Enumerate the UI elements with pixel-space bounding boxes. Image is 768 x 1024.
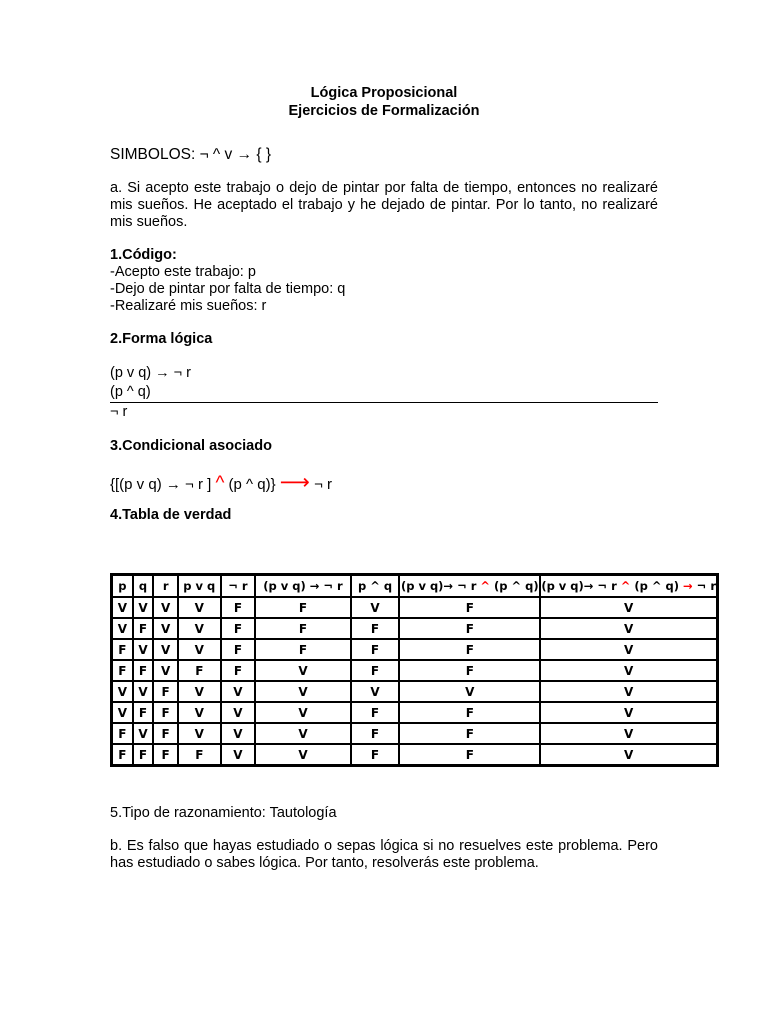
table-cell: F <box>221 597 256 618</box>
table-row <box>112 744 717 765</box>
header-p-and-q: p ^ q <box>351 575 400 597</box>
truth-table-container <box>110 573 719 767</box>
table-cell: F <box>133 744 154 765</box>
table-cell: V <box>178 618 221 639</box>
red-arrow-symbol: ⟶ <box>279 471 310 494</box>
header-r: r <box>153 575 178 597</box>
table-cell: V <box>540 681 717 702</box>
table-cell: V <box>133 681 154 702</box>
header-p: p <box>112 575 133 597</box>
table-cell: F <box>133 660 154 681</box>
table-cell: F <box>351 639 400 660</box>
condicional-heading: 3.Condicional asociado <box>110 438 272 454</box>
table-cell: F <box>153 744 178 765</box>
reasoning-type: 5.Tipo de razonamiento: Tautología <box>110 805 337 821</box>
document-body <box>110 84 658 524</box>
table-cell: V <box>540 702 717 723</box>
table-row <box>112 660 717 681</box>
codigo-line-r: -Realizaré mis sueños: r <box>110 298 267 314</box>
table-cell: F <box>112 744 133 765</box>
table-cell: V <box>540 744 717 765</box>
exercise-b-text: b. Es falso que hayas estudiado o sepas lógica si no resuelves este problema. Pero has estudiado o sabes lógica. Por tanto, resolverás este problema. <box>110 838 658 871</box>
red-and-symbol: ^ <box>215 473 225 494</box>
table-cell: F <box>351 723 400 744</box>
table-cell: F <box>221 618 256 639</box>
table-cell: V <box>178 597 221 618</box>
table-cell: V <box>351 597 400 618</box>
table-row <box>112 597 717 618</box>
conditional-part-3: ¬ r <box>314 476 332 493</box>
table-cell: F <box>399 660 540 681</box>
table-cell: V <box>178 702 221 723</box>
table-cell: V <box>540 618 717 639</box>
table-cell: V <box>255 660 351 681</box>
conclusion: ¬ r <box>110 404 128 420</box>
table-cell: V <box>133 723 154 744</box>
table-cell: F <box>255 639 351 660</box>
table-cell: F <box>112 660 133 681</box>
table-cell: F <box>255 618 351 639</box>
table-cell: V <box>153 618 178 639</box>
header-full-conditional: (p v q)→ ¬ r ^ (p ^ q) → ¬ r <box>540 575 717 597</box>
table-cell: F <box>112 723 133 744</box>
table-cell: F <box>153 681 178 702</box>
table-cell: V <box>540 723 717 744</box>
table-cell: V <box>153 597 178 618</box>
header-implication: (p v q) → ¬ r <box>255 575 351 597</box>
table-cell: F <box>399 744 540 765</box>
table-cell: V <box>399 681 540 702</box>
title-line-2: Ejercicios de Formalización <box>288 103 480 119</box>
symbols-line: SIMBOLOS: ¬ ^ v → { } <box>110 146 272 163</box>
tabla-heading: 4.Tabla de verdad <box>110 507 232 523</box>
table-cell: F <box>133 702 154 723</box>
conditional-part-2: (p ^ q)} <box>228 476 276 493</box>
table-cell: V <box>540 597 717 618</box>
truth-table <box>110 573 719 767</box>
table-cell: F <box>255 597 351 618</box>
table-row <box>112 639 717 660</box>
table-cell: V <box>221 744 256 765</box>
table-cell: F <box>351 702 400 723</box>
codigo-line-q: -Dejo de pintar por falta de tiempo: q <box>110 281 346 297</box>
table-cell: F <box>221 639 256 660</box>
table-cell: V <box>255 744 351 765</box>
table-cell: F <box>351 618 400 639</box>
exercise-a-text: a. Si acepto este trabajo o dejo de pintar por falta de tiempo, entonces no realizaré mis sueños. He aceptado el trabajo y he dejado de pintar. Por lo tanto, no realizaré mis sueños. <box>110 180 658 230</box>
table-cell: F <box>133 618 154 639</box>
table-cell: F <box>221 660 256 681</box>
table-cell: F <box>399 723 540 744</box>
conditional-formula <box>110 471 658 497</box>
header-q: q <box>133 575 154 597</box>
table-row <box>112 681 717 702</box>
table-cell: V <box>221 723 256 744</box>
logical-form <box>110 364 658 422</box>
conditional-part-1: {[(p v q) → ¬ r ] <box>110 476 212 493</box>
table-cell: V <box>540 660 717 681</box>
table-cell: F <box>399 597 540 618</box>
premise-1: (p v q) → ¬ r <box>110 365 191 381</box>
codigo-line-p: -Acepto este trabajo: p <box>110 264 256 280</box>
forma-logica-heading: 2.Forma lógica <box>110 331 213 347</box>
table-cell: V <box>221 681 256 702</box>
table-cell: F <box>399 639 540 660</box>
document-body-continued <box>110 805 658 872</box>
table-cell: V <box>153 660 178 681</box>
table-cell: F <box>351 744 400 765</box>
table-cell: V <box>178 681 221 702</box>
header-p-or-q: p v q <box>178 575 221 597</box>
table-cell: F <box>351 660 400 681</box>
table-cell: V <box>112 702 133 723</box>
table-cell: V <box>153 639 178 660</box>
table-cell: V <box>112 618 133 639</box>
table-row <box>112 723 717 744</box>
table-row <box>112 618 717 639</box>
premise-2: (p ^ q) <box>110 384 151 400</box>
table-cell: V <box>112 597 133 618</box>
table-cell: F <box>399 702 540 723</box>
header-not-r: ¬ r <box>221 575 256 597</box>
table-cell: F <box>153 702 178 723</box>
table-cell: V <box>255 681 351 702</box>
table-cell: V <box>255 702 351 723</box>
truth-table-body <box>112 597 717 765</box>
truth-table-header-row <box>112 575 717 597</box>
table-cell: V <box>178 723 221 744</box>
table-cell: V <box>221 702 256 723</box>
table-cell: V <box>112 681 133 702</box>
codigo-heading: 1.Código: <box>110 247 177 263</box>
table-cell: F <box>178 660 221 681</box>
table-cell: F <box>112 639 133 660</box>
table-cell: V <box>255 723 351 744</box>
table-cell: V <box>133 597 154 618</box>
table-cell: V <box>540 639 717 660</box>
table-row <box>112 702 717 723</box>
table-cell: F <box>399 618 540 639</box>
table-cell: V <box>133 639 154 660</box>
table-cell: F <box>178 744 221 765</box>
table-cell: V <box>351 681 400 702</box>
table-cell: V <box>178 639 221 660</box>
table-cell: F <box>153 723 178 744</box>
header-conjunction: (p v q)→ ¬ r ^ (p ^ q) <box>399 575 540 597</box>
title-line-1: Lógica Proposicional <box>310 85 458 101</box>
